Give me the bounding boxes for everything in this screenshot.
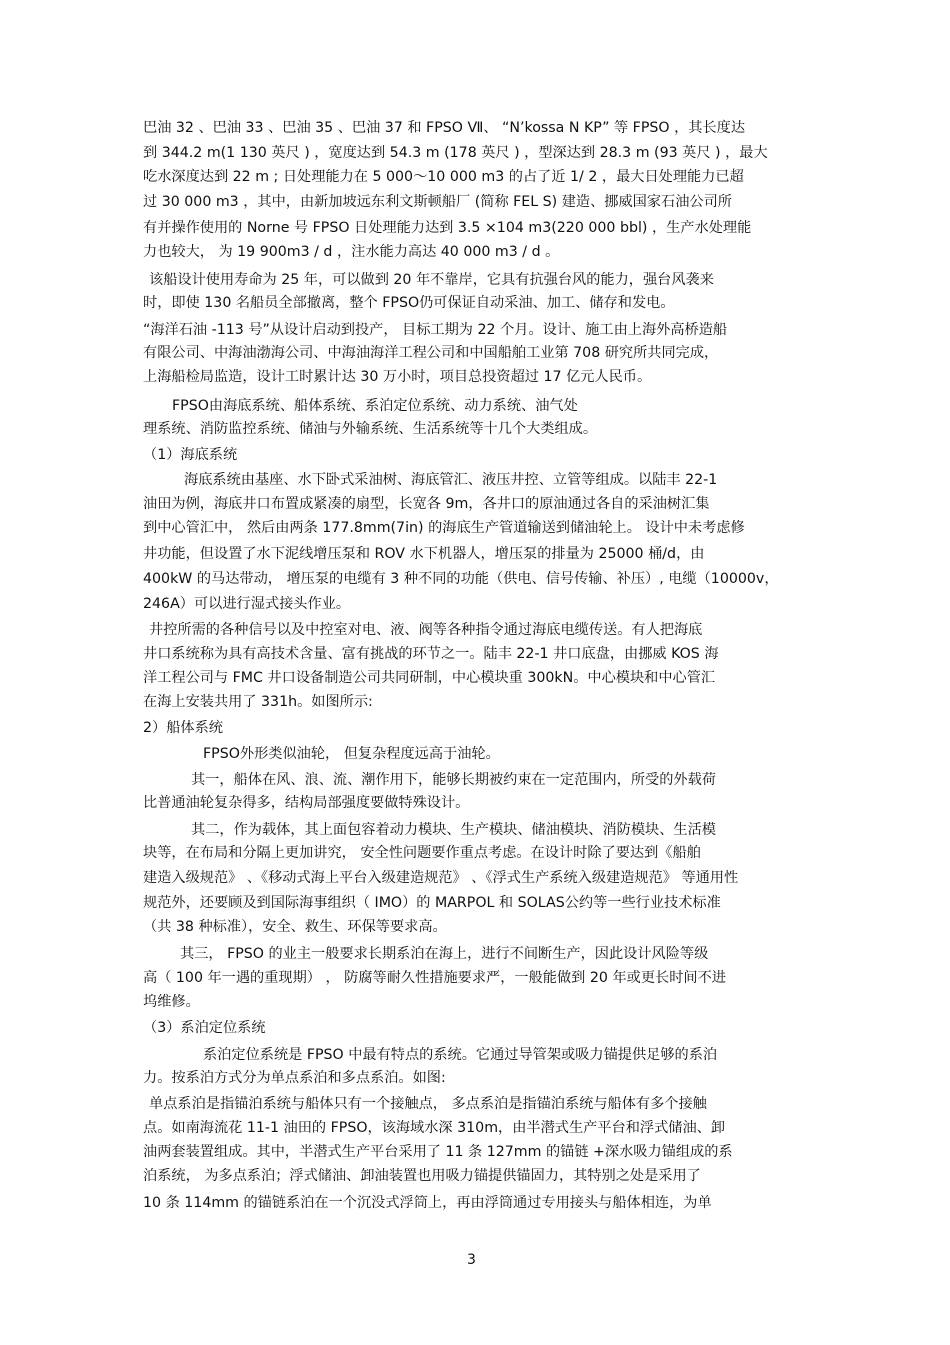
text-line: （1）海底系统: [143, 447, 238, 463]
text-line: 上海船检局监造，设计工时累计达 30 万小时，项目总投资超过 17 亿元人民币。: [143, 369, 652, 385]
text-line: 井口系统称为具有高技术含量、富有挑战的环节之一。陆丰 22-1 井口底盘，由挪威 KOS 海: [143, 646, 719, 662]
text-line: 井控所需的各种信号以及中控室对电、液、阀等各种指令通过海底电缆传送。有人把海底: [149, 622, 703, 638]
text-line: 巴油 32 、巴油 33 、巴油 35 、巴油 37 和 FPSO Ⅶ、 “N’kossa N KP” 等 FPSO ，其长度达: [143, 120, 746, 136]
text-line: 井功能，但设置了水下泥线增压泵和 ROV 水下机器人，增压泵的排量为 25000 桶/d，由: [143, 546, 705, 562]
text-line: 力也较大， 为 19 900m3 / d ，注水能力高达 40 000 m3 / d 。: [143, 244, 560, 260]
text-line: FPSO外形类似油轮， 但复杂程度远高于油轮。: [203, 746, 500, 762]
text-line: （共 38 种标准），安全、救生、环保等要求高。: [143, 919, 447, 935]
text-line: 点。如南海流花 11-1 油田的 FPSO，该海域水深 310m，由半潜式生产平台和浮式储油、卸: [143, 1120, 726, 1136]
text-line: 泊系统， 为多点系泊；浮式储油、卸油装置也用吸力锚提供锚固力，其特别之处是采用了: [143, 1168, 701, 1184]
text-line: 在海上安装共用了 331h。如图所示:: [143, 694, 373, 710]
text-line: FPSO由海底系统、船体系统、系泊定位系统、动力系统、油气处: [172, 398, 578, 414]
text-line: 建造入级规范》 、《移动式海上平台入级建造规范》 、《浮式生产系统入级建造规范》 等通用性: [143, 870, 739, 886]
text-line: 400kW 的马达带动， 增压泵的电缆有 3 种不同的功能（供电、信号传输、补压）, 电缆（10000v，: [143, 571, 779, 587]
text-line: 过 30 000 m3 ，其中，由新加坡远东利文斯顿船厂 (简称 FEL S) 建造、挪威国家石油公司所: [143, 194, 732, 210]
text-line: 理系统、消防监控系统、储油与外输系统、生活系统等十几个大类组成。: [143, 421, 598, 437]
text-line: 时，即使 130 名船员全部撤离，整个 FPSO仍可保证自动采油、加工、储存和发电。: [143, 295, 675, 311]
text-line: 其二，作为载体，其上面包容着动力模块、生产模块、储油模块、消防模块、生活模: [191, 822, 716, 838]
text-line: 油两套装置组成。其中，半潜式生产平台采用了 11 条 127mm 的锚链 +深水吸力锚组成的系: [143, 1144, 733, 1160]
text-line: 比普通油轮复杂得多，结构局部强度要做特殊设计。: [143, 795, 470, 811]
text-line: 规范外，还要顾及到国际海事组织（ IMO）的 MARPOL 和 SOLAS公约等一些行业技术标准: [143, 895, 721, 911]
text-line: 吃水深度达到 22 m ; 日处理能力在 5 000～10 000 m3 的占了近 1/ 2 ，最大日处理能力已超: [143, 169, 744, 185]
text-line: 有并操作使用的 Norne 号 FPSO 日处理能力达到 3.5 ×104 m3(220 000 bbl) ，生产水处理能: [143, 220, 752, 236]
text-line: 其三， FPSO 的业主一般要求长期系泊在海上，进行不间断生产，因此设计风险等级: [180, 946, 709, 962]
text-line: （3）系泊定位系统: [143, 1020, 266, 1036]
text-line: 到中心管汇中， 然后由两条 177.8mm(7in) 的海底生产管道输送到储油轮上。 设计中未考虑修: [143, 520, 745, 536]
text-line: 洋工程公司与 FMC 井口设备制造公司共同研制，中心模块重 300kN。中心模块和中心管汇: [143, 670, 716, 686]
text-line: 高（ 100 年一遇的重现期） ， 防腐等耐久性措施要求严，一般能做到 20 年或更长时间不进: [143, 970, 726, 986]
text-line: 单点系泊是指锚泊系统与船体只有一个接触点， 多点系泊是指锚泊系统与船体有多个接触: [149, 1096, 707, 1112]
text-line: 坞维修。: [143, 994, 200, 1010]
text-line: 其一，船体在风、浪、流、潮作用下，能够长期被约束在一定范围内，所受的外载荷: [191, 772, 716, 788]
text-line: 力。按系泊方式分为单点系泊和多点系泊。如图:: [143, 1070, 446, 1086]
text-line: 该船设计使用寿命为 25 年，可以做到 20 年不靠岸，它具有抗强台风的能力，强台风袭来: [149, 272, 714, 288]
page-number: 3: [467, 1252, 476, 1268]
text-line: 246A）可以进行湿式接头作业。: [143, 596, 351, 612]
text-line: 块等，在布局和分隔上更加讲究， 安全性问题要作重点考虑。在设计时除了要达到《船舶: [143, 845, 701, 861]
text-line: 到 344.2 m(1 130 英尺 ) ，宽度达到 54.3 m (178 英尺 ) ，型深达到 28.3 m (93 英尺 ) ，最大: [143, 145, 768, 161]
text-line: 系泊定位系统是 FPSO 中最有特点的系统。它通过导管架或吸力锚提供足够的系泊: [203, 1047, 718, 1063]
text-line: 2）船体系统: [143, 720, 223, 736]
text-line: 有限公司、中海油渤海公司、中海油海洋工程公司和中国船舶工业第 708 研究所共同完成，: [143, 345, 719, 361]
text-line: “海洋石油 -113 号”从设计启动到投产， 目标工期为 22 个月。设计、施工由上海外高桥造船: [143, 322, 728, 338]
text-line: 油田为例，海底井口布置成紧凑的扇型，长宽各 9m，各井口的原油通过各自的采油树汇集: [143, 496, 710, 512]
text-line: 10 条 114mm 的锚链系泊在一个沉没式浮筒上，再由浮筒通过专用接头与船体相连，为单: [143, 1195, 712, 1211]
text-line: 海底系统由基座、水下卧式采油树、海底管汇、液压井控、立管等组成。以陆丰 22-1: [184, 472, 718, 488]
